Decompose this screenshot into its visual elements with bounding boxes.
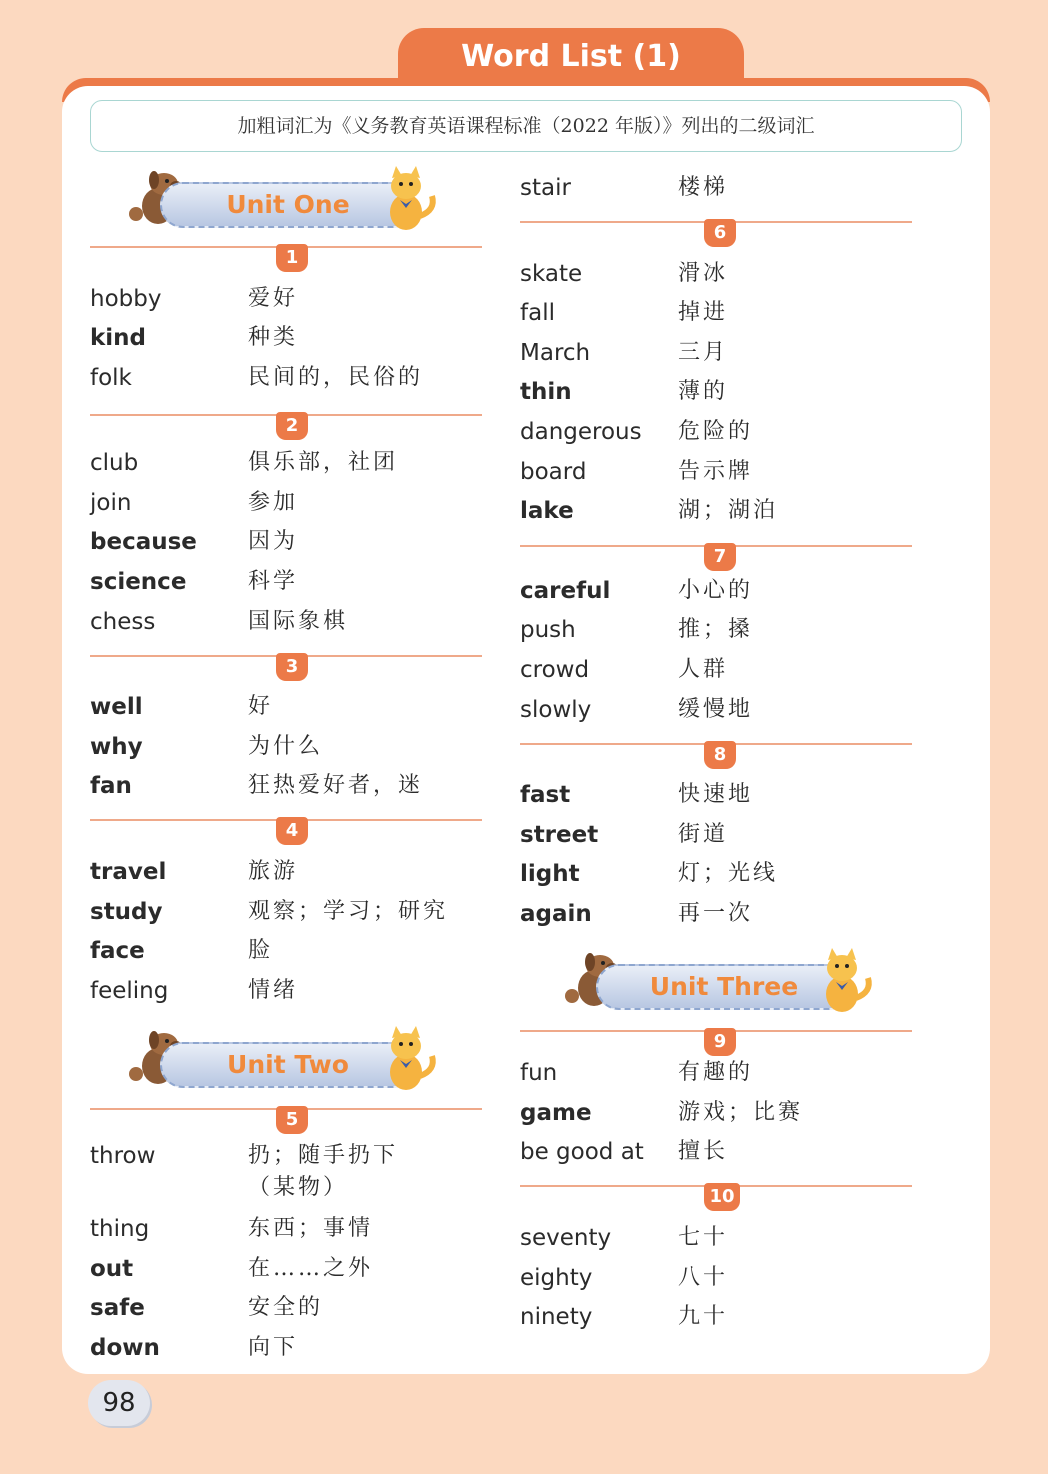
word-row — [90, 1139, 482, 1205]
chinese-meaning: 狂热爱好者，迷 — [248, 773, 424, 798]
word-row — [520, 296, 912, 330]
lesson-number-badge: 8 — [704, 741, 736, 769]
english-word: well — [90, 694, 143, 720]
chinese-meaning: 国际象棋 — [248, 609, 349, 634]
english-word: fall — [520, 300, 555, 326]
word-row — [520, 494, 912, 528]
word-row — [90, 934, 482, 968]
word-row — [90, 525, 482, 559]
chinese-meaning: 七十 — [678, 1225, 729, 1250]
word-row — [520, 897, 912, 931]
word-row — [90, 730, 482, 764]
word-row — [520, 574, 912, 608]
english-word: thing — [90, 1216, 150, 1242]
unit-two-label: Unit Two — [160, 1042, 416, 1088]
english-word: seventy — [520, 1225, 612, 1251]
chinese-meaning: 参加 — [248, 490, 299, 515]
word-row — [90, 1212, 482, 1246]
chinese-meaning: 告示牌 — [678, 459, 754, 484]
unit-two-banner — [124, 1026, 444, 1100]
chinese-meaning: 湖；湖泊 — [678, 498, 779, 523]
unit-one-label: Unit One — [160, 182, 416, 228]
english-word: hobby — [90, 286, 162, 312]
word-row — [520, 455, 912, 489]
word-row — [90, 769, 482, 803]
english-word: be good at — [520, 1139, 644, 1165]
chinese-meaning: 向下 — [248, 1335, 299, 1360]
left-column — [90, 0, 482, 1474]
lesson-number-badge: 9 — [704, 1028, 736, 1056]
chinese-meaning-continued: （某物） — [248, 1175, 349, 1200]
english-word: chess — [90, 609, 156, 635]
chinese-meaning: 八十 — [678, 1265, 729, 1290]
chinese-meaning: 滑冰 — [678, 261, 729, 286]
english-word: street — [520, 822, 599, 848]
chinese-meaning: 旅游 — [248, 859, 299, 884]
english-word: March — [520, 340, 591, 366]
word-row — [520, 336, 912, 370]
word-row — [90, 565, 482, 599]
english-word: science — [90, 569, 187, 595]
word-row — [520, 171, 912, 205]
english-word: throw — [90, 1143, 156, 1169]
lesson-number-badge: 6 — [704, 219, 736, 247]
english-word: lake — [520, 498, 574, 524]
english-word: because — [90, 529, 197, 555]
chinese-meaning: 推；搡 — [678, 617, 754, 642]
unit-one-banner — [124, 166, 444, 240]
english-word: safe — [90, 1295, 145, 1321]
word-row — [520, 613, 912, 647]
word-row — [520, 1056, 912, 1090]
chinese-meaning: 灯；光线 — [678, 861, 779, 886]
english-word: crowd — [520, 657, 590, 683]
lesson-number-badge: 4 — [276, 817, 308, 845]
word-row — [90, 282, 482, 316]
chinese-meaning: 擅长 — [678, 1139, 729, 1164]
word-row — [90, 895, 482, 929]
english-word: dangerous — [520, 419, 642, 445]
page-number: 98 — [88, 1380, 150, 1426]
cat-icon — [378, 1026, 440, 1092]
word-row — [90, 1252, 482, 1286]
english-word: club — [90, 450, 139, 476]
english-word: down — [90, 1335, 160, 1361]
english-word: ninety — [520, 1304, 593, 1330]
word-row — [90, 690, 482, 724]
right-column — [520, 0, 912, 1474]
english-word: game — [520, 1100, 592, 1126]
lesson-number-badge: 2 — [276, 412, 308, 440]
word-row — [90, 974, 482, 1008]
lesson-number-badge: 1 — [276, 244, 308, 272]
english-word: stair — [520, 175, 571, 201]
word-row — [520, 415, 912, 449]
chinese-meaning: 观察；学习；研究 — [248, 899, 449, 924]
chinese-meaning: 掉进 — [678, 300, 729, 325]
chinese-meaning: 扔；随手扔下 — [248, 1143, 399, 1168]
english-word: travel — [90, 859, 167, 885]
chinese-meaning: 在……之外 — [248, 1256, 374, 1281]
word-row — [520, 1300, 912, 1334]
lesson-number-badge: 3 — [276, 653, 308, 681]
english-word: board — [520, 459, 587, 485]
chinese-meaning: 危险的 — [678, 419, 754, 444]
english-word: fun — [520, 1060, 558, 1086]
word-row — [520, 1135, 912, 1169]
unit-three-banner — [560, 948, 890, 1022]
english-word: again — [520, 901, 592, 927]
word-row — [520, 375, 912, 409]
chinese-meaning: 俱乐部，社团 — [248, 450, 399, 475]
chinese-meaning: 种类 — [248, 325, 299, 350]
chinese-meaning: 有趣的 — [678, 1060, 754, 1085]
chinese-meaning: 缓慢地 — [678, 697, 754, 722]
word-row — [90, 1291, 482, 1325]
word-row — [520, 778, 912, 812]
word-row — [90, 446, 482, 480]
english-word: folk — [90, 365, 132, 391]
english-word: out — [90, 1256, 134, 1282]
cat-icon — [814, 948, 876, 1014]
bold-words-note: 加粗词汇为《义务教育英语课程标准（2022 年版）》列出的二级词汇 — [90, 100, 962, 152]
page-title: Word List (1) — [398, 28, 744, 90]
chinese-meaning: 为什么 — [248, 734, 324, 759]
word-row — [90, 855, 482, 889]
word-row — [520, 1221, 912, 1255]
english-word: skate — [520, 261, 583, 287]
english-word: slowly — [520, 697, 592, 723]
chinese-meaning: 楼梯 — [678, 175, 729, 200]
unit-three-label: Unit Three — [596, 964, 852, 1010]
lesson-number-badge: 7 — [704, 543, 736, 571]
word-row — [90, 605, 482, 639]
chinese-meaning: 科学 — [248, 569, 299, 594]
word-row — [90, 1331, 482, 1365]
chinese-meaning: 脸 — [248, 938, 274, 963]
english-word: join — [90, 490, 132, 516]
word-row — [520, 818, 912, 852]
english-word: study — [90, 899, 163, 925]
chinese-meaning: 民间的，民俗的 — [248, 365, 424, 390]
chinese-meaning: 小心的 — [678, 578, 754, 603]
english-word: light — [520, 861, 580, 887]
word-row — [90, 321, 482, 355]
chinese-meaning: 安全的 — [248, 1295, 324, 1320]
chinese-meaning: 因为 — [248, 529, 299, 554]
chinese-meaning: 游戏；比赛 — [678, 1100, 804, 1125]
lesson-number-badge: 10 — [704, 1183, 740, 1211]
word-row — [90, 486, 482, 520]
chinese-meaning: 情绪 — [248, 978, 299, 1003]
english-word: eighty — [520, 1265, 593, 1291]
chinese-meaning: 九十 — [678, 1304, 729, 1329]
lesson-number-badge: 5 — [276, 1106, 308, 1134]
word-row — [520, 257, 912, 291]
chinese-meaning: 薄的 — [678, 379, 729, 404]
english-word: push — [520, 617, 576, 643]
chinese-meaning: 三月 — [678, 340, 729, 365]
english-word: feeling — [90, 978, 169, 1004]
cat-icon — [378, 166, 440, 232]
chinese-meaning: 爱好 — [248, 286, 299, 311]
english-word: kind — [90, 325, 147, 351]
word-row — [520, 693, 912, 727]
chinese-meaning: 人群 — [678, 657, 729, 682]
word-row — [520, 1096, 912, 1130]
word-row — [520, 653, 912, 687]
english-word: fast — [520, 782, 571, 808]
english-word: careful — [520, 578, 611, 604]
english-word: fan — [90, 773, 132, 799]
word-row — [520, 857, 912, 891]
chinese-meaning: 好 — [248, 694, 274, 719]
chinese-meaning: 再一次 — [678, 901, 754, 926]
english-word: why — [90, 734, 143, 760]
english-word: thin — [520, 379, 572, 405]
word-row — [520, 1261, 912, 1295]
english-word: face — [90, 938, 145, 964]
chinese-meaning: 快速地 — [678, 782, 754, 807]
word-row — [90, 361, 482, 395]
chinese-meaning: 街道 — [678, 822, 729, 847]
chinese-meaning: 东西；事情 — [248, 1216, 374, 1241]
